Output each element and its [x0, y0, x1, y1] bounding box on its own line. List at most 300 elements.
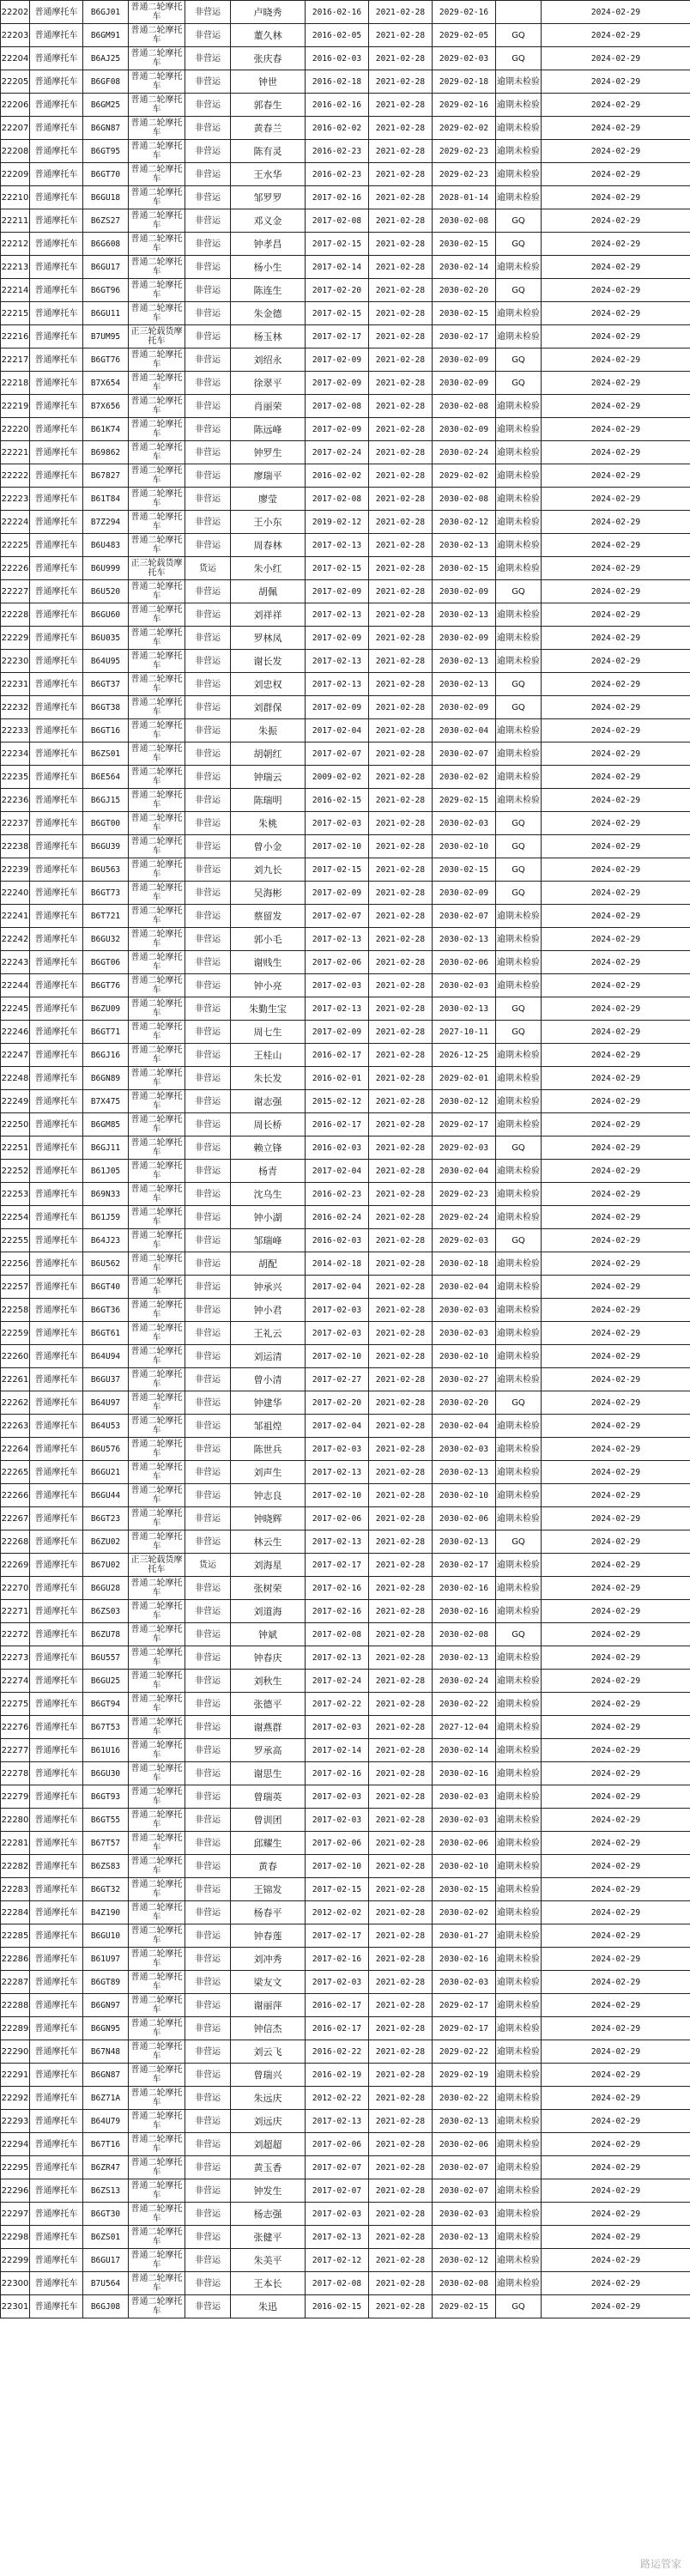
inspection-date-cell: 2021-02-28 [369, 1113, 433, 1136]
registration-date-cell: 2019-02-12 [306, 511, 369, 534]
usage-type-cell: 非营运 [185, 1090, 231, 1113]
vehicle-category-cell: 普通摩托车 [30, 1971, 83, 1994]
registration-date-cell: 2017-02-15 [306, 233, 369, 256]
usage-type-cell: 非营运 [185, 140, 231, 163]
table-row [1, 1368, 690, 1391]
vehicle-status-cell: 逾期未检验 [496, 2110, 542, 2133]
vehicle-category-cell: 普通摩托车 [30, 464, 83, 488]
plate-number-cell: B6GU32 [83, 928, 129, 951]
vehicle-type-cell: 正三轮载货摩托车 [129, 557, 185, 580]
plate-number-cell: B6GU21 [83, 1461, 129, 1484]
record-date-cell: 2024-02-29 [542, 2133, 690, 2156]
inspection-date-cell: 2021-02-28 [369, 627, 433, 650]
vehicle-category-cell: 普通摩托车 [30, 325, 83, 349]
plate-number-cell: B6GU39 [83, 835, 129, 858]
vehicle-status-cell: 逾期未检验 [496, 1183, 542, 1206]
inspection-date-cell: 2021-02-28 [369, 1090, 433, 1113]
vehicle-category-cell: 普通摩托车 [30, 742, 83, 766]
record-date-cell: 2024-02-29 [542, 70, 690, 94]
owner-name-cell: 陈连生 [231, 279, 306, 302]
plate-number-cell: B6U520 [83, 580, 129, 603]
record-date-cell: 2024-02-29 [542, 2156, 690, 2179]
vehicle-type-cell: 普通二轮摩托车 [129, 1623, 185, 1646]
registration-date-cell: 2017-02-13 [306, 2110, 369, 2133]
owner-name-cell: 朱振 [231, 719, 306, 742]
registration-date-cell: 2017-02-09 [306, 349, 369, 372]
registration-date-cell: 2017-02-09 [306, 580, 369, 603]
scrap-date-cell: 2030-02-08 [433, 2272, 496, 2295]
vehicle-type-cell: 普通二轮摩托车 [129, 603, 185, 627]
vehicle-category-cell: 普通摩托车 [30, 1670, 83, 1693]
owner-name-cell: 曾小清 [231, 1368, 306, 1391]
owner-name-cell: 曾训团 [231, 1809, 306, 1832]
inspection-date-cell: 2021-02-28 [369, 349, 433, 372]
vehicle-status-cell: 逾期未检验 [496, 1739, 542, 1762]
record-date-cell: 2024-02-29 [542, 905, 690, 928]
vehicle-status-cell: 逾期未检验 [496, 1554, 542, 1577]
vehicle-category-cell: 普通摩托车 [30, 70, 83, 94]
vehicle-category-cell: 普通摩托车 [30, 2017, 83, 2040]
owner-name-cell: 谢思生 [231, 1762, 306, 1785]
plate-number-cell: B6GN87 [83, 117, 129, 140]
plate-number-cell: B6GT06 [83, 951, 129, 974]
plate-number-cell: B61T84 [83, 488, 129, 511]
vehicle-type-cell: 普通二轮摩托车 [129, 349, 185, 372]
vehicle-category-cell: 普通摩托车 [30, 1322, 83, 1345]
plate-number-cell: B6ZS13 [83, 2179, 129, 2203]
record-date-cell: 2024-02-29 [542, 696, 690, 719]
record-number-cell: 22204 [1, 47, 30, 70]
registration-date-cell: 2017-02-10 [306, 1484, 369, 1507]
registration-date-cell: 2017-02-03 [306, 1971, 369, 1994]
vehicle-category-cell: 普通摩托车 [30, 2087, 83, 2110]
registration-date-cell: 2017-02-13 [306, 603, 369, 627]
scrap-date-cell: 2030-02-08 [433, 209, 496, 233]
plate-number-cell: B67827 [83, 464, 129, 488]
vehicle-category-cell: 普通摩托车 [30, 1507, 83, 1530]
record-date-cell: 2024-02-29 [542, 742, 690, 766]
plate-number-cell: B6GT76 [83, 974, 129, 997]
record-date-cell: 2024-02-29 [542, 256, 690, 279]
owner-name-cell: 刘冲秀 [231, 1948, 306, 1971]
plate-number-cell: B4Z190 [83, 1901, 129, 1924]
owner-name-cell: 朱金德 [231, 302, 306, 325]
vehicle-type-cell: 普通二轮摩托车 [129, 2064, 185, 2087]
registration-date-cell: 2017-02-13 [306, 673, 369, 696]
record-date-cell: 2024-02-29 [542, 1530, 690, 1554]
vehicle-type-cell: 普通二轮摩托车 [129, 511, 185, 534]
registration-date-cell: 2017-02-16 [306, 1762, 369, 1785]
vehicle-type-cell: 普通二轮摩托车 [129, 70, 185, 94]
scrap-date-cell: 2030-02-03 [433, 974, 496, 997]
vehicle-status-cell: GQ [496, 858, 542, 882]
vehicle-status-cell: 逾期未检验 [496, 1299, 542, 1322]
vehicle-status-cell: 逾期未检验 [496, 2064, 542, 2087]
plate-number-cell: B6GT00 [83, 812, 129, 835]
vehicle-category-cell: 普通摩托车 [30, 997, 83, 1021]
scrap-date-cell: 2030-02-12 [433, 1090, 496, 1113]
record-date-cell: 2024-02-29 [542, 1716, 690, 1739]
plate-number-cell: B6ZS01 [83, 2226, 129, 2249]
vehicle-type-cell: 普通二轮摩托车 [129, 1206, 185, 1229]
vehicle-category-cell: 普通摩托车 [30, 951, 83, 974]
vehicle-status-cell: 逾期未检验 [496, 2017, 542, 2040]
vehicle-type-cell: 普通二轮摩托车 [129, 2017, 185, 2040]
registration-date-cell: 2017-02-13 [306, 997, 369, 1021]
record-number-cell: 22222 [1, 464, 30, 488]
plate-number-cell: B6GJ01 [83, 1, 129, 24]
vehicle-status-cell: 逾期未检验 [496, 1924, 542, 1948]
scrap-date-cell: 2030-02-13 [433, 1530, 496, 1554]
scrap-date-cell: 2029-02-02 [433, 117, 496, 140]
vehicle-type-cell: 普通二轮摩托车 [129, 209, 185, 233]
record-date-cell: 2024-02-29 [542, 1785, 690, 1809]
registration-date-cell: 2017-02-14 [306, 256, 369, 279]
record-number-cell: 22298 [1, 2226, 30, 2249]
owner-name-cell: 王桂山 [231, 1044, 306, 1067]
record-number-cell: 22230 [1, 650, 30, 673]
record-date-cell: 2024-02-29 [542, 441, 690, 464]
registration-date-cell: 2017-02-13 [306, 1530, 369, 1554]
usage-type-cell: 非营运 [185, 1276, 231, 1299]
registration-date-cell: 2016-02-01 [306, 1067, 369, 1090]
registration-date-cell: 2017-02-13 [306, 650, 369, 673]
record-number-cell: 22250 [1, 1113, 30, 1136]
record-number-cell: 22263 [1, 1415, 30, 1438]
table-row [1, 2087, 690, 2110]
owner-name-cell: 谢贱生 [231, 951, 306, 974]
usage-type-cell: 非营运 [185, 325, 231, 349]
record-number-cell: 22233 [1, 719, 30, 742]
table-row [1, 1577, 690, 1600]
record-number-cell: 22210 [1, 186, 30, 209]
registration-date-cell: 2016-02-03 [306, 47, 369, 70]
record-date-cell: 2024-02-29 [542, 1368, 690, 1391]
owner-name-cell: 胡配 [231, 1252, 306, 1276]
inspection-date-cell: 2021-02-28 [369, 1924, 433, 1948]
plate-number-cell: B6ZU02 [83, 1530, 129, 1554]
table-row [1, 1901, 690, 1924]
registration-date-cell: 2016-02-03 [306, 1229, 369, 1252]
registration-date-cell: 2017-02-06 [306, 951, 369, 974]
owner-name-cell: 邱耀生 [231, 1832, 306, 1855]
record-date-cell: 2024-02-29 [542, 974, 690, 997]
owner-name-cell: 黄玉香 [231, 2156, 306, 2179]
scrap-date-cell: 2027-10-11 [433, 1021, 496, 1044]
inspection-date-cell: 2021-02-28 [369, 2203, 433, 2226]
record-number-cell: 22278 [1, 1762, 30, 1785]
usage-type-cell: 非营运 [185, 1345, 231, 1368]
record-date-cell: 2024-02-29 [542, 372, 690, 395]
registration-date-cell: 2017-02-22 [306, 1693, 369, 1716]
vehicle-status-cell: 逾期未检验 [496, 928, 542, 951]
record-date-cell: 2024-02-29 [542, 117, 690, 140]
usage-type-cell: 非营运 [185, 2064, 231, 2087]
vehicle-category-cell: 普通摩托车 [30, 1785, 83, 1809]
scrap-date-cell: 2029-02-23 [433, 140, 496, 163]
owner-name-cell: 张庆春 [231, 47, 306, 70]
registration-date-cell: 2017-02-09 [306, 1021, 369, 1044]
inspection-date-cell: 2021-02-28 [369, 1136, 433, 1160]
inspection-date-cell: 2021-02-28 [369, 1994, 433, 2017]
table-row [1, 1, 690, 24]
vehicle-category-cell: 普通摩托车 [30, 1067, 83, 1090]
owner-name-cell: 刘云飞 [231, 2040, 306, 2064]
vehicle-type-cell: 普通二轮摩托车 [129, 534, 185, 557]
vehicle-type-cell: 普通二轮摩托车 [129, 2040, 185, 2064]
vehicle-status-cell: GQ [496, 812, 542, 835]
vehicle-category-cell: 普通摩托车 [30, 1530, 83, 1554]
record-date-cell: 2024-02-29 [542, 2087, 690, 2110]
vehicle-status-cell: 逾期未检验 [496, 627, 542, 650]
vehicle-status-cell: 逾期未检验 [496, 742, 542, 766]
vehicle-type-cell: 普通二轮摩托车 [129, 650, 185, 673]
inspection-date-cell: 2021-02-28 [369, 1785, 433, 1809]
vehicle-category-cell: 普通摩托车 [30, 256, 83, 279]
record-number-cell: 22241 [1, 905, 30, 928]
plate-number-cell: B6GJ16 [83, 1044, 129, 1067]
registration-date-cell: 2017-02-13 [306, 1646, 369, 1670]
owner-name-cell: 杨玉林 [231, 325, 306, 349]
record-number-cell: 22251 [1, 1136, 30, 1160]
scrap-date-cell: 2029-02-17 [433, 2017, 496, 2040]
usage-type-cell: 非营运 [185, 1322, 231, 1345]
vehicle-category-cell: 普通摩托车 [30, 1090, 83, 1113]
table-body [1, 1, 690, 2318]
vehicle-category-cell: 普通摩托车 [30, 1693, 83, 1716]
table-row [1, 580, 690, 603]
record-number-cell: 22238 [1, 835, 30, 858]
scrap-date-cell: 2030-02-06 [433, 951, 496, 974]
owner-name-cell: 徐翠平 [231, 372, 306, 395]
record-number-cell: 22216 [1, 325, 30, 349]
vehicle-status-cell: GQ [496, 349, 542, 372]
inspection-date-cell: 2021-02-28 [369, 279, 433, 302]
inspection-date-cell: 2021-02-28 [369, 2179, 433, 2203]
scrap-date-cell: 2030-02-12 [433, 2249, 496, 2272]
owner-name-cell: 张树荣 [231, 1577, 306, 1600]
scrap-date-cell: 2029-02-24 [433, 1206, 496, 1229]
record-date-cell: 2024-02-29 [542, 673, 690, 696]
vehicle-status-cell: 逾期未检验 [496, 1090, 542, 1113]
record-date-cell: 2024-02-29 [542, 464, 690, 488]
vehicle-type-cell: 普通二轮摩托车 [129, 1901, 185, 1924]
scrap-date-cell: 2029-02-22 [433, 2040, 496, 2064]
plate-number-cell: B6GM25 [83, 94, 129, 117]
scrap-date-cell: 2030-02-16 [433, 1762, 496, 1785]
vehicle-category-cell: 普通摩托车 [30, 2133, 83, 2156]
vehicle-category-cell: 普通摩托车 [30, 1229, 83, 1252]
scrap-date-cell: 2030-02-22 [433, 1693, 496, 1716]
vehicle-type-cell: 普通二轮摩托车 [129, 1716, 185, 1739]
usage-type-cell: 非营运 [185, 2017, 231, 2040]
owner-name-cell: 周长桥 [231, 1113, 306, 1136]
vehicle-status-cell: 逾期未检验 [496, 719, 542, 742]
inspection-date-cell: 2021-02-28 [369, 2017, 433, 2040]
usage-type-cell: 非营运 [185, 2133, 231, 2156]
owner-name-cell: 卢晓秀 [231, 1, 306, 24]
record-number-cell: 22265 [1, 1461, 30, 1484]
inspection-date-cell: 2021-02-28 [369, 1276, 433, 1299]
registration-date-cell: 2017-02-06 [306, 1832, 369, 1855]
vehicle-type-cell: 普通二轮摩托车 [129, 2110, 185, 2133]
record-date-cell: 2024-02-29 [542, 2179, 690, 2203]
scrap-date-cell: 2030-02-13 [433, 1646, 496, 1670]
vehicle-type-cell: 普通二轮摩托车 [129, 1785, 185, 1809]
owner-name-cell: 黄春兰 [231, 117, 306, 140]
record-date-cell: 2024-02-29 [542, 2203, 690, 2226]
vehicle-status-cell: 逾期未检验 [496, 2087, 542, 2110]
vehicle-category-cell: 普通摩托车 [30, 1160, 83, 1183]
table-row [1, 488, 690, 511]
inspection-date-cell: 2021-02-28 [369, 1693, 433, 1716]
owner-name-cell: 钟承兴 [231, 1276, 306, 1299]
table-row [1, 696, 690, 719]
usage-type-cell: 非营运 [185, 1948, 231, 1971]
vehicle-type-cell: 普通二轮摩托车 [129, 835, 185, 858]
vehicle-type-cell: 普通二轮摩托车 [129, 951, 185, 974]
record-number-cell: 22203 [1, 24, 30, 47]
scrap-date-cell: 2030-02-20 [433, 1391, 496, 1415]
vehicle-status-cell: 逾期未检验 [496, 1276, 542, 1299]
usage-type-cell: 非营运 [185, 302, 231, 325]
scrap-date-cell: 2030-02-16 [433, 1948, 496, 1971]
vehicle-category-cell: 普通摩托车 [30, 1762, 83, 1785]
inspection-date-cell: 2021-02-28 [369, 1646, 433, 1670]
usage-type-cell: 非营运 [185, 1901, 231, 1924]
owner-name-cell: 钟小亮 [231, 974, 306, 997]
record-number-cell: 22229 [1, 627, 30, 650]
scrap-date-cell: 2030-02-24 [433, 441, 496, 464]
inspection-date-cell: 2021-02-28 [369, 2226, 433, 2249]
plate-number-cell: B64J23 [83, 1229, 129, 1252]
table-row [1, 1948, 690, 1971]
vehicle-status-cell: 逾期未检验 [496, 1322, 542, 1345]
vehicle-type-cell: 普通二轮摩托车 [129, 905, 185, 928]
vehicle-category-cell: 普通摩托车 [30, 882, 83, 905]
scrap-date-cell: 2030-02-17 [433, 1554, 496, 1577]
usage-type-cell: 非营运 [185, 209, 231, 233]
inspection-date-cell: 2021-02-28 [369, 951, 433, 974]
owner-name-cell: 张德平 [231, 1693, 306, 1716]
record-number-cell: 22260 [1, 1345, 30, 1368]
vehicle-status-cell: 逾期未检验 [496, 1252, 542, 1276]
owner-name-cell: 朱迅 [231, 2295, 306, 2318]
usage-type-cell: 非营运 [185, 2156, 231, 2179]
inspection-date-cell: 2021-02-28 [369, 2249, 433, 2272]
record-number-cell: 22245 [1, 997, 30, 1021]
table-row [1, 719, 690, 742]
inspection-date-cell: 2021-02-28 [369, 2272, 433, 2295]
record-date-cell: 2024-02-29 [542, 302, 690, 325]
scrap-date-cell: 2030-02-06 [433, 1507, 496, 1530]
table-row [1, 603, 690, 627]
usage-type-cell: 非营运 [185, 1809, 231, 1832]
usage-type-cell: 非营运 [185, 1391, 231, 1415]
scrap-date-cell: 2030-02-14 [433, 1739, 496, 1762]
vehicle-type-cell: 普通二轮摩托车 [129, 1832, 185, 1855]
scrap-date-cell: 2030-02-07 [433, 2156, 496, 2179]
table-row [1, 1855, 690, 1878]
record-number-cell: 22218 [1, 372, 30, 395]
inspection-date-cell: 2021-02-28 [369, 209, 433, 233]
record-date-cell: 2024-02-29 [542, 395, 690, 418]
registration-date-cell: 2017-02-03 [306, 1716, 369, 1739]
vehicle-type-cell: 普通二轮摩托车 [129, 2226, 185, 2249]
record-number-cell: 22270 [1, 1577, 30, 1600]
record-number-cell: 22224 [1, 511, 30, 534]
usage-type-cell: 非营运 [185, 2110, 231, 2133]
record-number-cell: 22207 [1, 117, 30, 140]
vehicle-category-cell: 普通摩托车 [30, 1577, 83, 1600]
usage-type-cell: 非营运 [185, 1368, 231, 1391]
vehicle-type-cell: 普通二轮摩托车 [129, 766, 185, 789]
owner-name-cell: 陈瑞明 [231, 789, 306, 812]
table-row [1, 418, 690, 441]
record-number-cell: 22290 [1, 2040, 30, 2064]
record-date-cell: 2024-02-29 [542, 2249, 690, 2272]
usage-type-cell: 非营运 [185, 1113, 231, 1136]
table-row [1, 1415, 690, 1438]
inspection-date-cell: 2021-02-28 [369, 789, 433, 812]
owner-name-cell: 钟春莲 [231, 1924, 306, 1948]
table-row [1, 2179, 690, 2203]
inspection-date-cell: 2021-02-28 [369, 812, 433, 835]
record-date-cell: 2024-02-29 [542, 94, 690, 117]
vehicle-type-cell: 普通二轮摩托车 [129, 1971, 185, 1994]
vehicle-category-cell: 普通摩托车 [30, 766, 83, 789]
inspection-date-cell: 2021-02-28 [369, 94, 433, 117]
vehicle-status-cell: 逾期未检验 [496, 1901, 542, 1924]
plate-number-cell: B6GU10 [83, 1924, 129, 1948]
scrap-date-cell: 2030-02-06 [433, 1832, 496, 1855]
vehicle-category-cell: 普通摩托车 [30, 789, 83, 812]
vehicle-status-cell: GQ [496, 233, 542, 256]
usage-type-cell: 非营运 [185, 789, 231, 812]
plate-number-cell: B6ZU78 [83, 1623, 129, 1646]
owner-name-cell: 刘九长 [231, 858, 306, 882]
table-row [1, 395, 690, 418]
vehicle-category-cell: 普通摩托车 [30, 1901, 83, 1924]
inspection-date-cell: 2021-02-28 [369, 1368, 433, 1391]
usage-type-cell: 非营运 [185, 2249, 231, 2272]
record-date-cell: 2024-02-29 [542, 1693, 690, 1716]
plate-number-cell: B7Z294 [83, 511, 129, 534]
inspection-date-cell: 2021-02-28 [369, 1716, 433, 1739]
owner-name-cell: 邹祖煌 [231, 1415, 306, 1438]
vehicle-category-cell: 普通摩托车 [30, 186, 83, 209]
vehicle-status-cell: 逾期未检验 [496, 163, 542, 186]
table-row [1, 140, 690, 163]
record-date-cell: 2024-02-29 [542, 1901, 690, 1924]
usage-type-cell: 非营运 [185, 1021, 231, 1044]
usage-type-cell: 非营运 [185, 1484, 231, 1507]
record-number-cell: 22202 [1, 1, 30, 24]
vehicle-type-cell: 普通二轮摩托车 [129, 47, 185, 70]
vehicle-category-cell: 普通摩托车 [30, 488, 83, 511]
usage-type-cell: 非营运 [185, 2295, 231, 2318]
vehicle-status-cell: 逾期未检验 [496, 302, 542, 325]
record-number-cell: 22236 [1, 789, 30, 812]
vehicle-type-cell: 普通二轮摩托车 [129, 302, 185, 325]
plate-number-cell: B6ZS01 [83, 742, 129, 766]
table-row [1, 1113, 690, 1136]
owner-name-cell: 周七生 [231, 1021, 306, 1044]
record-date-cell: 2024-02-29 [542, 1971, 690, 1994]
registration-date-cell: 2016-02-17 [306, 2017, 369, 2040]
inspection-date-cell: 2021-02-28 [369, 1021, 433, 1044]
record-date-cell: 2024-02-29 [542, 534, 690, 557]
